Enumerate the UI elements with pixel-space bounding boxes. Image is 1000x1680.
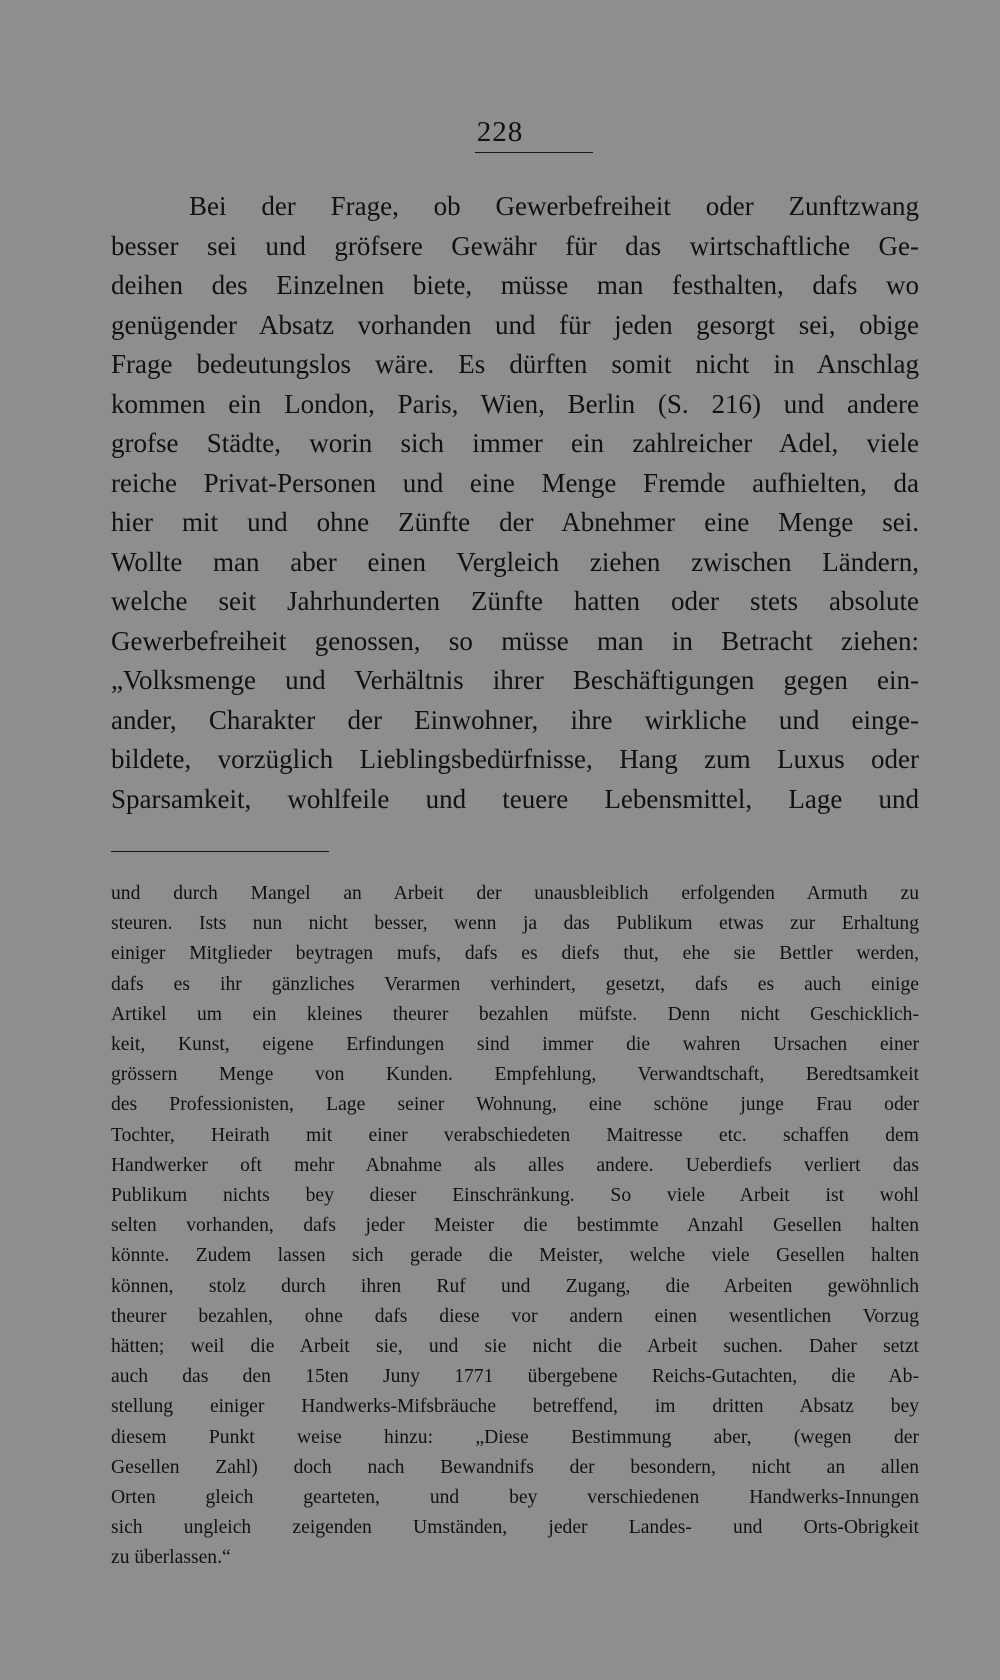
footnote-line: Tochter, Heirath mit einer verabschiedeten Maitresse etc. schaffen dem: [111, 1124, 919, 1146]
footnote-line: könnte. Zudem lassen sich gerade die Meister, welche viele Gesellen halten: [111, 1245, 919, 1267]
main-text-line: ander, Charakter der Einwohner, ihre wirkliche und einge-: [111, 704, 919, 735]
main-text-line: grofse Städte, worin sich immer ein zahlreicher Adel, viele: [111, 428, 919, 458]
footnote-line: des Professionisten, Lage seiner Wohnung, eine schöne junge Frau oder: [111, 1094, 919, 1116]
footnote-line: Orten gleich gearteten, und bey verschiedenen Handwerks-Innungen: [111, 1487, 919, 1509]
main-text-line: genügender Absatz vorhanden und für jeden gesorgt sei, obige: [111, 309, 919, 340]
footnote-line: hätten; weil die Arbeit sie, und sie nicht die Arbeit suchen. Daher setzt: [111, 1336, 919, 1358]
main-text-line: reiche Privat-Personen und eine Menge Fremde aufhielten, da: [111, 467, 919, 498]
footnote-line: Publikum nichts bey dieser Einschränkung. So viele Arbeit ist wohl: [111, 1185, 919, 1207]
footnote-line: Artikel um ein kleines theurer bezahlen müfste. Denn nicht Geschicklich-: [111, 1003, 919, 1025]
main-text-line: Wollte man aber einen Vergleich ziehen zwischen Ländern,: [111, 546, 919, 577]
main-text-line: hier mit und ohne Zünfte der Abnehmer eine Menge sei.: [111, 507, 919, 537]
footnote-line: sich ungleich zeigenden Umständen, jeder Landes- und Orts-Obrigkeit: [111, 1517, 919, 1539]
main-text-line: Frage bedeutungslos wäre. Es dürften somit nicht in Anschlag: [111, 349, 919, 379]
footnote-line: einiger Mitglieder beytragen mufs, dafs es diefs thut, ehe sie Bettler werden,: [111, 943, 919, 965]
footnote-line: theurer bezahlen, ohne dafs diese vor andern einen wesentlichen Vorzug: [111, 1305, 919, 1327]
footnote-line: keit, Kunst, eigene Erfindungen sind immer die wahren Ursachen einer: [111, 1034, 919, 1056]
footnote-line: dafs es ihr gänzliches Verarmen verhindert, gesetzt, dafs es auch einige: [111, 973, 919, 995]
main-text-line: bildete, vorzüglich Lieblingsbedürfnisse, Hang zum Luxus oder: [111, 744, 919, 774]
footnote-rule: [111, 851, 329, 852]
footnote-line: und durch Mangel an Arbeit der unausbleiblich erfolgenden Armuth zu: [111, 883, 919, 904]
main-text-line: Gewerbefreiheit genossen, so müsse man in Betracht ziehen:: [111, 625, 919, 656]
footnote-line: Gesellen Zahl) doch nach Bewandnifs der besondern, nicht an allen: [111, 1456, 919, 1478]
page-number: 228: [476, 116, 524, 148]
page-number-rule: [475, 152, 593, 153]
footnote-line: Handwerker oft mehr Abnahme als alles andere. Ueberdiefs verliert das: [111, 1154, 919, 1176]
footnote-line: zu überlassen.“: [111, 1547, 231, 1569]
main-text-line: Sparsamkeit, wohlfeile und teuere Lebensmittel, Lage und: [111, 783, 919, 814]
footnote-line: stellung einiger Handwerks-Mifsbräuche betreffend, im dritten Absatz bey: [111, 1396, 919, 1418]
footnote-line: diesem Punkt weise hinzu: „Diese Bestimmung aber, (wegen der: [111, 1426, 919, 1448]
main-text-body: [111, 187, 919, 819]
footnote-line: können, stolz durch ihren Ruf und Zugang, die Arbeiten gewöhnlich: [111, 1275, 919, 1297]
main-text-line: „Volksmenge und Verhältnis ihrer Beschäftigungen gegen ein-: [111, 665, 919, 695]
main-text-line: welche seit Jahrhunderten Zünfte hatten oder stets absolute: [111, 586, 919, 616]
main-text-line: Bei der Frage, ob Gewerbefreiheit oder Zunftzwang: [189, 191, 919, 221]
footnote-line: steuren. Ists nun nicht besser, wenn ja das Publikum etwas zur Erhaltung: [111, 913, 919, 935]
main-text-line: deihen des Einzelnen biete, müsse man festhalten, dafs wo: [111, 270, 919, 300]
footnote-line: auch das den 15ten Juny 1771 übergebene Reichs-Gutachten, die Ab-: [111, 1366, 919, 1388]
footnote-line: grössern Menge von Kunden. Empfehlung, Verwandtschaft, Beredtsamkeit: [111, 1064, 919, 1086]
footnote-line: selten vorhanden, dafs jeder Meister die bestimmte Anzahl Gesellen halten: [111, 1215, 919, 1237]
main-text-line: kommen ein London, Paris, Wien, Berlin (S. 216) und andere: [111, 388, 919, 419]
footnote-body: [111, 879, 919, 1574]
main-text-line: besser sei und gröfsere Gewähr für das wirtschaftliche Ge-: [111, 230, 919, 261]
